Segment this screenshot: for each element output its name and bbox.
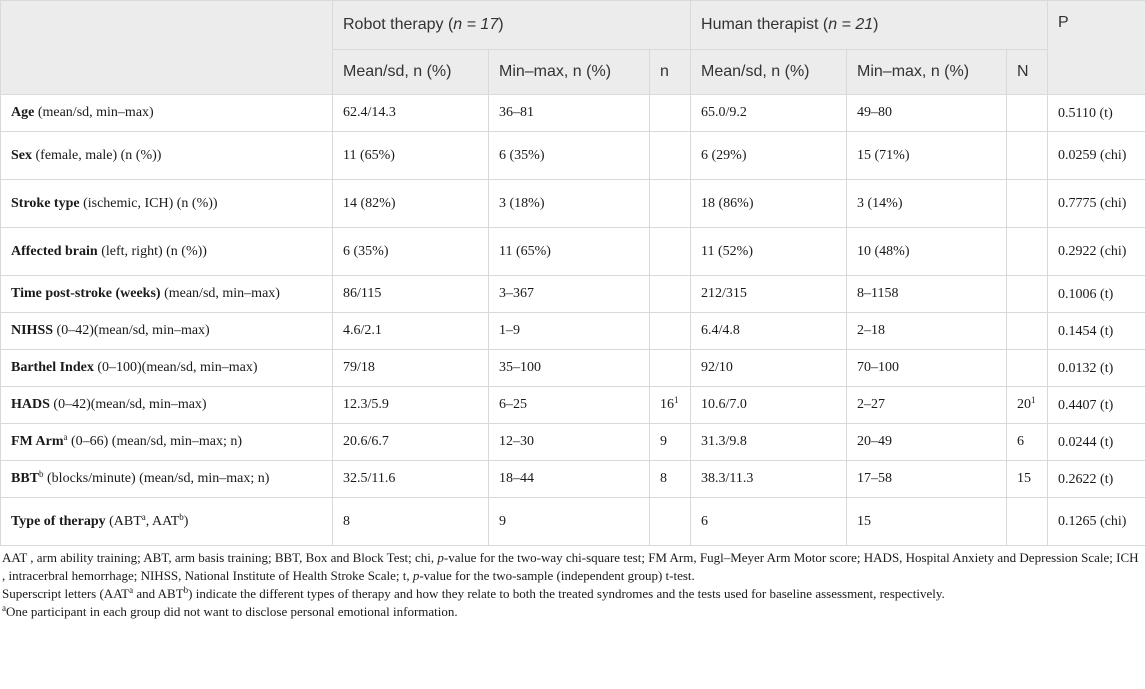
subheader-robot-minmax: Min–max, n (%) — [489, 50, 650, 95]
row-label: Type of therapy (ABT$^a$, AAT$^b$) — [1, 498, 333, 546]
robot-minmax-cell: 1–9 — [489, 313, 650, 350]
human-n-cell: $20^1$ — [1007, 387, 1048, 424]
header-blank-cell — [1, 1, 333, 95]
human-minmax-cell: 10 (48%) — [847, 228, 1007, 276]
robot-minmax-cell: 36–81 — [489, 95, 650, 132]
table-row — [1, 498, 1145, 546]
robot-n-expr: n = 17 — [453, 16, 499, 33]
human-mean-cell: 38.3/11.3 — [691, 461, 847, 498]
superscript-note: Superscript letters (AAT$^a$ and ABT$^b$) indicate the different types of therapy and how they relate to both the treated syndromes and the tests used for baseline assessment, respectively. — [2, 585, 945, 601]
subheader-robot-n: n — [650, 50, 691, 95]
human-minmax-cell: 20–49 — [847, 424, 1007, 461]
human-n-cell — [1007, 313, 1048, 350]
human-n-cell — [1007, 132, 1048, 180]
human-mean-cell: 65.0/9.2 — [691, 95, 847, 132]
row-label: Stroke type (ischemic, ICH) (n (%)) — [1, 180, 333, 228]
table-footnotes — [0, 546, 1145, 621]
human-n-cell: 6 — [1007, 424, 1048, 461]
table-row — [1, 461, 1145, 498]
robot-mean-cell: 8 — [333, 498, 489, 546]
human-n-cell — [1007, 498, 1048, 546]
human-mean-cell: 6 — [691, 498, 847, 546]
robot-n-cell: 9 — [650, 424, 691, 461]
row-label: Barthel Index (0–100)(mean/sd, min–max) — [1, 350, 333, 387]
header-p-value: P — [1048, 1, 1145, 95]
p-value-cell: 0.1265 (chi) — [1048, 498, 1145, 546]
robot-minmax-cell: 3–367 — [489, 276, 650, 313]
robot-mean-cell: 62.4/14.3 — [333, 95, 489, 132]
robot-n-cell — [650, 498, 691, 546]
human-minmax-cell: 17–58 — [847, 461, 1007, 498]
row-label: Age (mean/sd, min–max) — [1, 95, 333, 132]
p-value-cell: 0.5110 (t) — [1048, 95, 1145, 132]
human-mean-cell: 10.6/7.0 — [691, 387, 847, 424]
subheader-robot-mean: Mean/sd, n (%) — [333, 50, 489, 95]
robot-mean-cell: 11 (65%) — [333, 132, 489, 180]
robot-minmax-cell: 18–44 — [489, 461, 650, 498]
p-value-cell: 0.2622 (t) — [1048, 461, 1145, 498]
table-row — [1, 276, 1145, 313]
row-label: Affected brain (left, right) (n (%)) — [1, 228, 333, 276]
row-label: NIHSS (0–42)(mean/sd, min–max) — [1, 313, 333, 350]
robot-mean-cell: 12.3/5.9 — [333, 387, 489, 424]
footnote-marker: 1 — [1031, 395, 1036, 405]
p-value-cell: 0.0132 (t) — [1048, 350, 1145, 387]
robot-n-cell — [650, 95, 691, 132]
p-value-cell: 0.0259 (chi) — [1048, 132, 1145, 180]
p-value-cell: 0.2922 (chi) — [1048, 228, 1145, 276]
robot-mean-cell: 86/115 — [333, 276, 489, 313]
human-mean-cell: 6 (29%) — [691, 132, 847, 180]
human-mean-cell: 92/10 — [691, 350, 847, 387]
human-minmax-cell: 3 (14%) — [847, 180, 1007, 228]
abbreviations-note: AAT , arm ability training; ABT, arm basis training; BBT, Box and Block Test; chi, p-value for the two-way chi-square test; FM Arm, Fugl–Meyer Arm Motor score; HADS, Hospital Anxiety and Depression Scale; ICH , intracerbral hemorrhage; NIHSS, National Institute of Health Stroke Scale; t, p-value for the two-sample (independent group) t-test. — [2, 550, 1139, 583]
p-value-cell: 0.1454 (t) — [1048, 313, 1145, 350]
row-label: Sex (female, male) (n (%)) — [1, 132, 333, 180]
table-row — [1, 95, 1145, 132]
robot-n-cell: $16^1$ — [650, 387, 691, 424]
robot-mean-cell: 20.6/6.7 — [333, 424, 489, 461]
table-row — [1, 180, 1145, 228]
human-minmax-cell: 2–27 — [847, 387, 1007, 424]
robot-mean-cell: 6 (35%) — [333, 228, 489, 276]
human-mean-cell: 18 (86%) — [691, 180, 847, 228]
robot-n-cell — [650, 180, 691, 228]
human-minmax-cell: 70–100 — [847, 350, 1007, 387]
human-n-cell — [1007, 276, 1048, 313]
human-minmax-cell: 2–18 — [847, 313, 1007, 350]
human-n-cell — [1007, 95, 1048, 132]
human-n-cell — [1007, 350, 1048, 387]
robot-minmax-cell: 9 — [489, 498, 650, 546]
human-mean-cell: 31.3/9.8 — [691, 424, 847, 461]
table-row — [1, 132, 1145, 180]
human-n-cell: 15 — [1007, 461, 1048, 498]
table-row — [1, 424, 1145, 461]
row-label: BBT$^b$ (blocks/minute) (mean/sd, min–max; n) — [1, 461, 333, 498]
robot-minmax-cell: 35–100 — [489, 350, 650, 387]
robot-minmax-cell: 11 (65%) — [489, 228, 650, 276]
human-mean-cell: 6.4/4.8 — [691, 313, 847, 350]
row-label: FM Arm$^a$ (0–66) (mean/sd, min–max; n) — [1, 424, 333, 461]
robot-n-cell: 8 — [650, 461, 691, 498]
robot-n-cell — [650, 132, 691, 180]
human-n-expr: n = 21 — [828, 16, 874, 33]
p-value-cell: 0.0244 (t) — [1048, 424, 1145, 461]
robot-minmax-cell: 3 (18%) — [489, 180, 650, 228]
emotional-info-note: $^a$One participant in each group did not want to disclose personal emotional information. — [2, 603, 458, 619]
robot-minmax-cell: 12–30 — [489, 424, 650, 461]
subheader-human-n: N — [1007, 50, 1048, 95]
row-label: Time post-stroke (weeks) (mean/sd, min–max) — [1, 276, 333, 313]
robot-mean-cell: 14 (82%) — [333, 180, 489, 228]
human-mean-cell: 212/315 — [691, 276, 847, 313]
human-minmax-cell: 49–80 — [847, 95, 1007, 132]
table-row — [1, 350, 1145, 387]
row-label: HADS (0–42)(mean/sd, min–max) — [1, 387, 333, 424]
robot-mean-cell: 32.5/11.6 — [333, 461, 489, 498]
human-minmax-cell: 15 — [847, 498, 1007, 546]
table-row — [1, 387, 1145, 424]
robot-minmax-cell: 6–25 — [489, 387, 650, 424]
table-row — [1, 228, 1145, 276]
subheader-human-minmax: Min–max, n (%) — [847, 50, 1007, 95]
human-n-cell — [1007, 228, 1048, 276]
table-row — [1, 313, 1145, 350]
header-human-group: Human therapist (n = 21) — [691, 1, 1048, 50]
human-minmax-cell: 15 (71%) — [847, 132, 1007, 180]
robot-mean-cell: 79/18 — [333, 350, 489, 387]
header-robot-group: Robot therapy (n = 17) — [333, 1, 691, 50]
human-mean-cell: 11 (52%) — [691, 228, 847, 276]
p-value-cell: 0.4407 (t) — [1048, 387, 1145, 424]
human-n-cell — [1007, 180, 1048, 228]
robot-minmax-cell: 6 (35%) — [489, 132, 650, 180]
p-value-cell: 0.1006 (t) — [1048, 276, 1145, 313]
human-minmax-cell: 8–1158 — [847, 276, 1007, 313]
robot-n-cell — [650, 276, 691, 313]
subheader-human-mean: Mean/sd, n (%) — [691, 50, 847, 95]
robot-mean-cell: 4.6/2.1 — [333, 313, 489, 350]
p-value-cell: 0.7775 (chi) — [1048, 180, 1145, 228]
robot-n-cell — [650, 350, 691, 387]
robot-n-cell — [650, 228, 691, 276]
footnote-marker: 1 — [674, 395, 679, 405]
robot-n-cell — [650, 313, 691, 350]
